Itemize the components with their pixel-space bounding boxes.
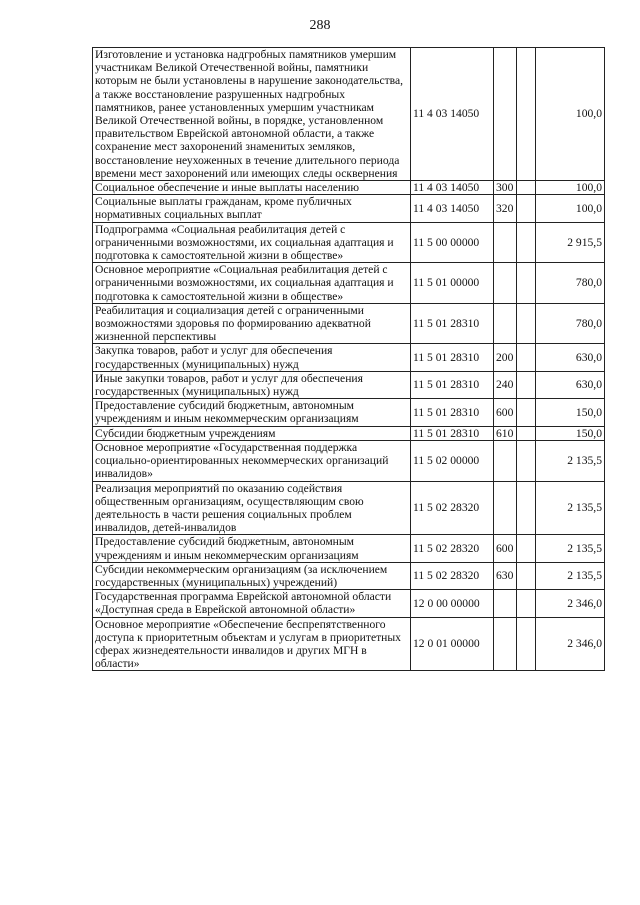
row-expense-type: 600 (494, 399, 517, 426)
row-expense-type: 240 (494, 371, 517, 398)
row-name: Предоставление субсидий бюджетным, автономным учреждениям и иным некоммерческим организациям (93, 535, 411, 562)
row-amount: 2 346,0 (536, 617, 605, 671)
row-empty-cell (517, 481, 536, 535)
row-name: Основное мероприятие «Обеспечение беспрепятственного доступа к приоритетным объектам и услугам в приоритетных сферах жизнедеятельности инвалидов и других МГН в области» (93, 617, 411, 671)
row-name: Иные закупки товаров, работ и услуг для обеспечения государственных (муниципальных) нужд (93, 371, 411, 398)
table-row (93, 535, 605, 562)
row-empty-cell (517, 590, 536, 617)
table-row (93, 195, 605, 222)
row-empty-cell (517, 263, 536, 304)
row-name: Предоставление субсидий бюджетным, автономным учреждениям и иным некоммерческим организациям (93, 399, 411, 426)
row-target-code: 11 5 01 28310 (411, 399, 494, 426)
row-empty-cell (517, 344, 536, 371)
row-name: Социальное обеспечение и иные выплаты населению (93, 181, 411, 195)
row-name: Субсидии некоммерческим организациям (за исключением государственных (муниципальных) учреждений) (93, 562, 411, 589)
row-amount: 150,0 (536, 426, 605, 440)
row-expense-type (494, 481, 517, 535)
row-expense-type: 600 (494, 535, 517, 562)
row-target-code: 11 5 00 00000 (411, 222, 494, 263)
row-expense-type (494, 590, 517, 617)
table-row (93, 303, 605, 344)
table-row (93, 222, 605, 263)
row-name: Изготовление и установка надгробных памятников умершим участникам Великой Отечественной войны, памятники которым не были установлены в нарушение законодательства, а также восстановление разрушенных надгробных памятников, ранее установленных умершим участникам Великой Отечественной войны, в порядке, установленном правительством Еврейской автономной области, а также сохранение мест захоронений знаменитых земляков, восстановление неухоженных в течение длительного периода времени мест захоронений или имеющих следы осквернения (93, 48, 411, 181)
row-expense-type: 300 (494, 181, 517, 195)
row-name: Реализация мероприятий по оказанию содействия общественным организациям, осуществляющим свою деятельность в части решения социальных проблем инвалидов, детей-инвалидов (93, 481, 411, 535)
table-row (93, 399, 605, 426)
row-empty-cell (517, 426, 536, 440)
row-expense-type: 200 (494, 344, 517, 371)
row-expense-type: 630 (494, 562, 517, 589)
row-amount: 150,0 (536, 399, 605, 426)
table-row (93, 617, 605, 671)
row-empty-cell (517, 181, 536, 195)
row-empty-cell (517, 399, 536, 426)
row-amount: 2 135,5 (536, 481, 605, 535)
row-name: Социальные выплаты гражданам, кроме публичных нормативных социальных выплат (93, 195, 411, 222)
row-amount: 100,0 (536, 195, 605, 222)
budget-table (92, 47, 605, 671)
row-target-code: 11 4 03 14050 (411, 181, 494, 195)
row-amount: 100,0 (536, 48, 605, 181)
row-target-code: 11 5 02 28320 (411, 535, 494, 562)
table-row (93, 344, 605, 371)
row-expense-type (494, 222, 517, 263)
row-target-code: 11 4 03 14050 (411, 48, 494, 181)
row-name: Реабилитация и социализация детей с ограниченными возможностями здоровья по формированию адекватной жизненной перспективы (93, 303, 411, 344)
row-amount: 2 135,5 (536, 440, 605, 481)
row-name: Закупка товаров, работ и услуг для обеспечения государственных (муниципальных) нужд (93, 344, 411, 371)
table-row (93, 590, 605, 617)
row-expense-type: 320 (494, 195, 517, 222)
row-target-code: 11 5 01 28310 (411, 344, 494, 371)
row-expense-type (494, 303, 517, 344)
row-target-code: 11 5 01 28310 (411, 371, 494, 398)
row-name: Государственная программа Еврейской автономной области «Доступная среда в Еврейской автономной области» (93, 590, 411, 617)
row-target-code: 11 5 02 28320 (411, 562, 494, 589)
row-amount: 780,0 (536, 303, 605, 344)
row-target-code: 11 5 01 28310 (411, 303, 494, 344)
row-expense-type (494, 440, 517, 481)
row-expense-type: 610 (494, 426, 517, 440)
row-expense-type (494, 617, 517, 671)
row-name: Основное мероприятие «Социальная реабилитация детей с ограниченными возможностями, их социальная адаптация и подготовка к самостоятельной жизни в обществе» (93, 263, 411, 304)
row-amount: 780,0 (536, 263, 605, 304)
row-amount: 2 135,5 (536, 535, 605, 562)
table-row (93, 440, 605, 481)
row-target-code: 11 5 02 00000 (411, 440, 494, 481)
table-row (93, 371, 605, 398)
table-row (93, 263, 605, 304)
row-target-code: 11 5 01 00000 (411, 263, 494, 304)
row-target-code: 11 5 01 28310 (411, 426, 494, 440)
row-empty-cell (517, 48, 536, 181)
row-empty-cell (517, 195, 536, 222)
row-expense-type (494, 48, 517, 181)
row-empty-cell (517, 222, 536, 263)
row-amount: 630,0 (536, 344, 605, 371)
row-expense-type (494, 263, 517, 304)
row-target-code: 11 5 02 28320 (411, 481, 494, 535)
row-empty-cell (517, 562, 536, 589)
table-row (93, 48, 605, 181)
row-name: Подпрограмма «Социальная реабилитация детей с ограниченными возможностями, их социальная адаптация и подготовка к самостоятельной жизни в обществе» (93, 222, 411, 263)
row-name: Основное мероприятие «Государственная поддержка социально-ориентированных некоммерческих организаций инвалидов» (93, 440, 411, 481)
table-row (93, 181, 605, 195)
row-empty-cell (517, 371, 536, 398)
table-row (93, 426, 605, 440)
row-target-code: 11 4 03 14050 (411, 195, 494, 222)
row-empty-cell (517, 617, 536, 671)
row-empty-cell (517, 303, 536, 344)
row-name: Субсидии бюджетным учреждениям (93, 426, 411, 440)
page-number: 288 (309, 18, 331, 33)
row-empty-cell (517, 440, 536, 481)
row-target-code: 12 0 01 00000 (411, 617, 494, 671)
row-target-code: 12 0 00 00000 (411, 590, 494, 617)
table-row (93, 481, 605, 535)
row-amount: 100,0 (536, 181, 605, 195)
table-row (93, 562, 605, 589)
row-amount: 630,0 (536, 371, 605, 398)
row-amount: 2 915,5 (536, 222, 605, 263)
row-amount: 2 135,5 (536, 562, 605, 589)
row-empty-cell (517, 535, 536, 562)
budget-table-body (93, 48, 605, 671)
row-amount: 2 346,0 (536, 590, 605, 617)
